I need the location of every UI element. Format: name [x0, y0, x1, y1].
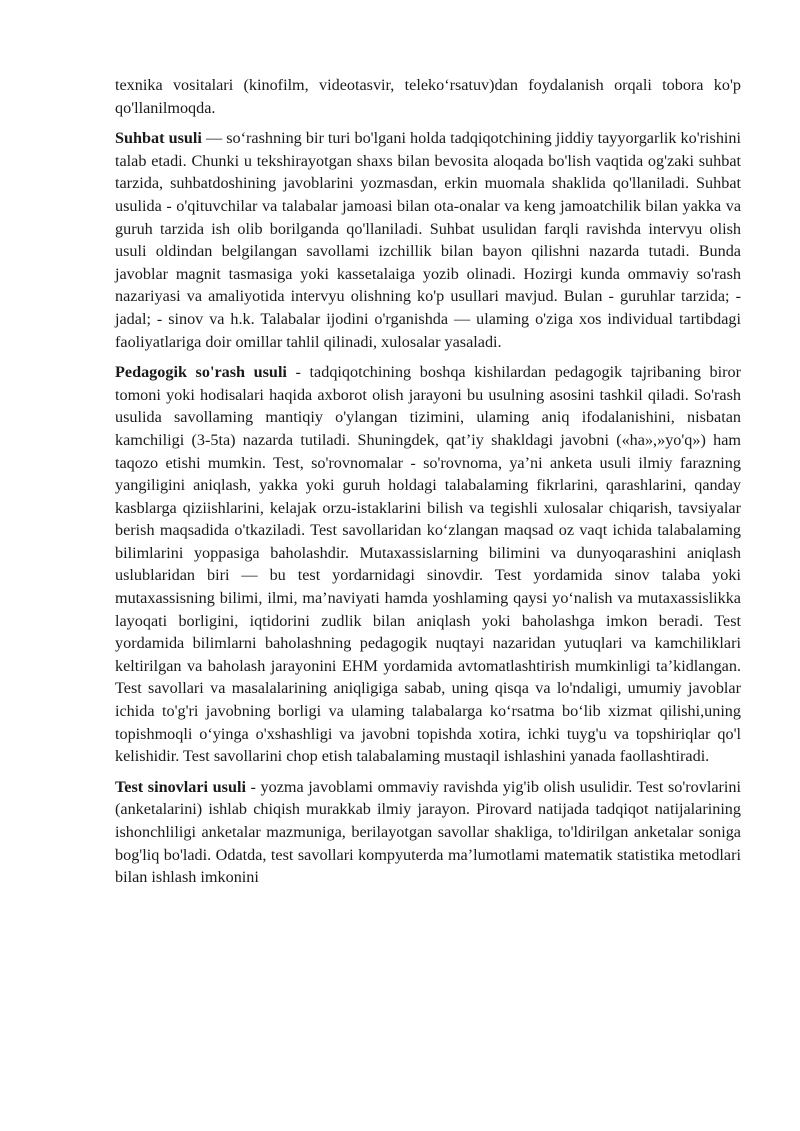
paragraph-test-sinovlari-usuli: [115, 776, 741, 889]
paragraph-continuation: [115, 74, 741, 119]
term-heading: Pedagogik so'rash usuli: [115, 363, 287, 382]
paragraph-text: - tadqiqotchining boshqa kishilardan pedagogik tajribaning biror tomoni yoki hodisalari haqida axborot olish jarayoni bu usulning asosini tashkil qiladi. So'rash usulida savollaming mantiqiy o'ylangan tizimini, ulaming aniq ifodalanishini, nisbatan kamchiligi (3-5ta) nazarda tutiladi. Shuningdek, qat’iy shakldagi javobni («ha»,»yo'q») ham taqozo etishi mumkin. Test, so'rovnomalar - so'rovnoma, ya’ni anketa usuli ilmiy farazning yangiligini aniqlash, yakka yoki guruh holdagi talabalaming fikrlarini, qarashlarini, qanday kasblarga qiziishlarini, kelajak orzu-istaklarini bilish va tegishli xulosalar chiqarish, tavsiyalar berish maqsadida o'tkaziladi. Test savollaridan ko‘zlangan maqsad oz vaqt ichida talabalaming bilimlarini yoppasiga baholashdir. Mutaxassislarning bilimini va dunyoqarashini aniqlash uslublaridan biri — bu test yordarnidagi sinovdir. Test yordamida sinov talaba yoki mutaxassisning bilimi, ilmi, ma’naviyati hamda yoshlaming qaysi yo‘nalish va mutaxassislikka layoqati borligini, iqtidorini zudlik bilan aniqlash yoki baholashga imkon beradi. Test yordamida bilimlarni baholashning pedagogik nuqtayi nazaridan yutuqlari va kamchiliklari keltirilgan va baholash jarayonini EHM yordamida avtomatlashtirish mumkinligi ta’kidlangan. Test savollari va masalalarining aniqligiga sabab, uning qisqa va lo'ndaligi, umumiy javoblar ichida to'g'ri javobning borligi va ulaming talabalarga ko‘rsatma bo‘lib xizmat qilishi,uning topishmoqli o‘yinga o'xshashligi va javobni topishda xotira, ichki tuyg'u va topshiriqlar qo'l kelishidir. Test savollarini chop etish talabalaming mustaqil ishlashini yanada faollashtiradi.: [115, 363, 741, 766]
term-heading: Test sinovlari usuli: [115, 777, 246, 796]
paragraph-text: — so‘rashning bir turi bo'lgani holda tadqiqotchining jiddiy tayyorgarlik ko'rishini talab etadi. Chunki u tekshirayotgan shaxs bilan bevosita aloqada bo'lish vaqtida og'zaki suhbat tarzida, suhbatdoshining javoblarini yozmasdan, erkin muomala shaklida qo'llaniladi. Suhbat usulida - o'qituvchilar va talabalar jamoasi bilan ota-onalar va keng jamoatchilik bilan yakka va guruh tarzida ish olib borilganda qo'llaniladi. Suhbat usulidan farqli ravishda intervyu olish usuli oldindan belgilangan savollami izchillik bilan bayon qilishni nazarda tutadi. Bunda javoblar magnit tasmasiga yoki kassetalaiga yozib olinadi. Hozirgi kunda ommaviy so'rash nazariyasi va amaliyotida intervyu olishning ko'p usullari mavjud. Bulan - guruhlar tarzida; - jadal; - sinov va h.k. Talabalar ijodini o'rganishda — ulaming o'ziga xos individual tartibdagi faoliyatlariga doir omillar tahlil qilinadi, xulosalar yasaladi.: [115, 129, 742, 351]
paragraph-suhbat-usuli: [115, 127, 741, 353]
paragraph-pedagogik-sorash-usuli: [115, 361, 741, 768]
document-page: [115, 74, 741, 897]
paragraph-text: - yozma javoblami ommaviy ravishda yig'ib olish usulidir. Test so'rovlarini (anketalarini) ishlab chiqish murakkab ilmiy jarayon. Pirovard natijada tadqiqot natijalarining ishonchliligi anketalar mazmuniga, berilayotgan savollar shakliga, to'ldirilgan anketalar soniga bog'liq bo'ladi. Odatda, test savollari kompyuterda ma’lumotlami matematik statistika metodlari bilan ishlash imkonini: [115, 777, 741, 887]
term-heading: Suhbat usuli: [115, 129, 202, 148]
paragraph-text: texnika vositalari (kinofilm, videotasvir, teleko‘rsatuv)dan foydalanish orqali tobora ko'p qo'llanilmoqda.: [115, 76, 741, 117]
